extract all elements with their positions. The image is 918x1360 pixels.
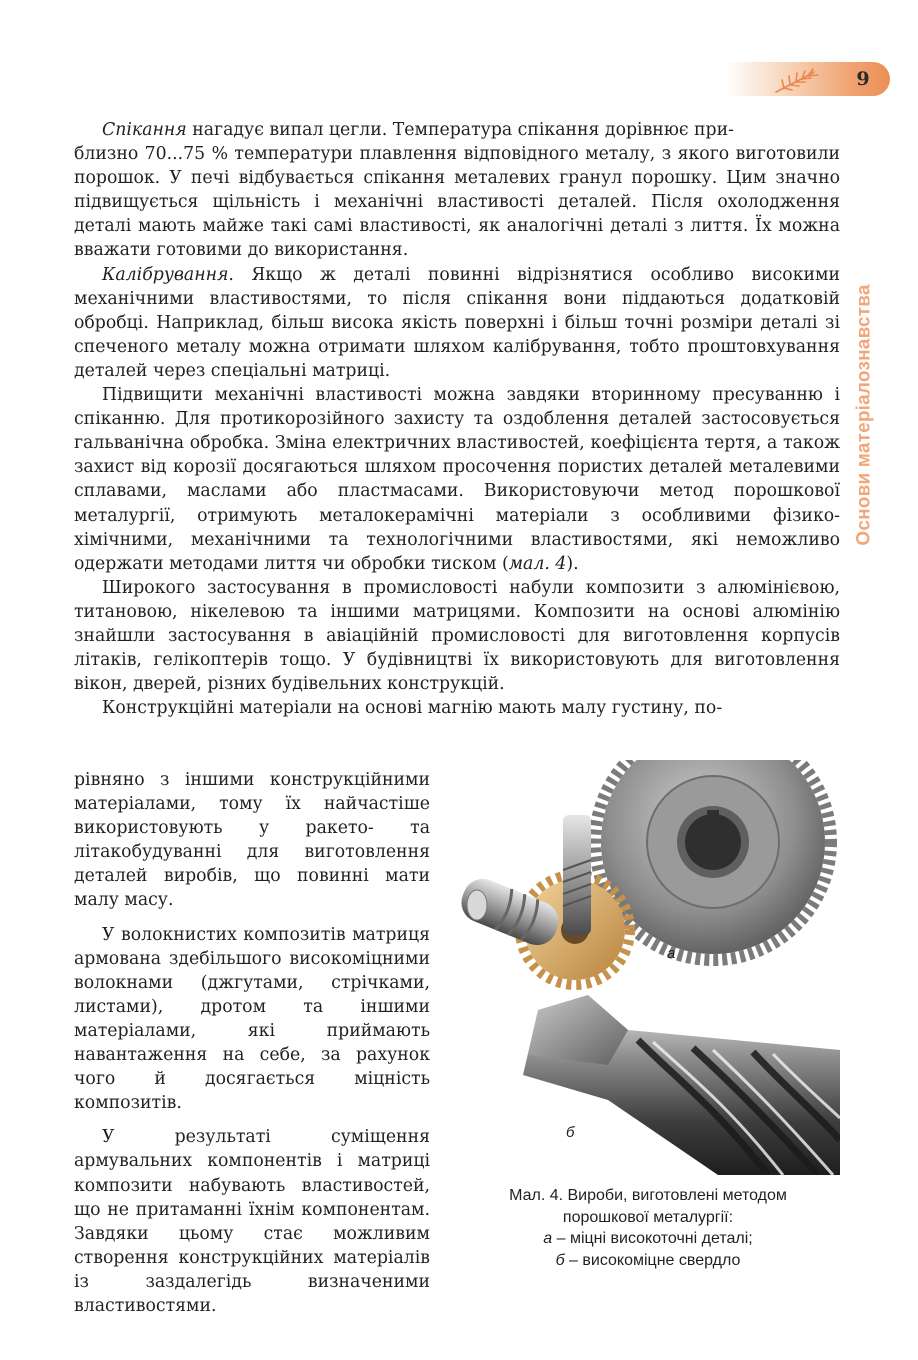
drill-bit-icon (518, 990, 840, 1175)
figure-label-b: б (566, 1124, 575, 1141)
caption-text-b: – високоміцне свердло (564, 1251, 741, 1269)
caption-letter-b: б (555, 1251, 565, 1269)
caption-line-1: Мал. 4. Вироби, виготовлені методом (509, 1187, 787, 1204)
paragraph-properties (74, 383, 840, 576)
term-sintering: Спікання (102, 120, 187, 140)
figure-caption (462, 1185, 834, 1271)
caption-letter-a: а (543, 1230, 553, 1247)
paragraph-magnesium-cont: рівняно з іншими конструкційними матеріалами, тому їх найчастіше використовують у ракето- та літакобудуванні для виготовлення деталей виробів, що повинні мати малу масу. (74, 770, 430, 911)
paragraph-result: У результаті суміщення армувальних компонентів і матриці композити набувають властивостей, що не притаманні їхнім компонентам. Завдяки цьому стає можливим створення конструкційних матеріалів із заздалегідь визначеними властивостями. (74, 1127, 430, 1316)
caption-text-a: – міцні високоточні деталі; (552, 1230, 753, 1247)
side-title-text: Основи матеріалознавства (854, 284, 875, 546)
paragraph-text: Підвищити механічні властивості можна завдяки вторинному пресуванню і спіканню. Для протикорозійного захисту та оздоблення деталей застосовується гальванічна обробка. Зміна електричних властивостей, коефіцієнта тертя, а також захист від корозії досягаються шляхом просочення пористих деталей металевими сплавами, маслами або пластмасами. Використовуючи метод порошкової металургії, отримують металокерамічні матеріали з особливими фізико-хімічними, механічними та технологічними властивостями, які неможливо одержати методами лиття чи обробки тиском ( (74, 385, 840, 574)
caption-line-b (462, 1250, 834, 1272)
left-column-text (74, 768, 430, 1318)
side-title (850, 284, 880, 546)
paragraph-calibration (74, 263, 840, 383)
gear-set-icon (455, 760, 840, 995)
figure-label-a: а (667, 945, 676, 962)
paragraph-magnesium: Конструкційні матеріали на основі магнію мають малу густину, по- (102, 698, 723, 719)
paragraph-sintering (74, 118, 840, 142)
paragraph-sintering-cont: близно 70...75 % температури плавлення відповідного металу, з якого виготовили порошок. У печі відбувається спікання металевих гранул порошку. Цим значно підвищується щільність і механічні властивості деталей. Після охолодження деталі мають майже такі самі властивості, як аналогічні деталі з лиття. Їх можна вважати готовими до використання. (74, 144, 840, 261)
main-text (74, 118, 840, 720)
figure-reference: мал. 4 (508, 553, 567, 574)
paragraph-text: . Якщо ж деталі повинні відрізнятися особливо високими механічними властивостями, то після спікання вони піддаються додатковій обробці. Наприклад, більш висока якість поверхні і більш точні розміри деталі зі спеченого металу можна отримати шляхом калібрування, тобто проштовхування деталей через спеціальні матриці. (74, 264, 840, 381)
paragraph-text: ). (566, 553, 579, 574)
caption-line-2: порошкової металургії: (562, 1208, 734, 1226)
caption-line-a (462, 1228, 834, 1250)
paragraph-composites: Широкого застосування в промисловості набули композити з алюмінієвою, титановою, нікелевою та іншими матрицями. Композити на основі алюмінію знайшли застосування в авіаційній промисловості для виготовлення корпусів літаків, гелікоптерів тощо. У будівництві їх використовують для виготовлення вікон, дверей, різних будівельних конструкцій. (74, 577, 840, 695)
paragraph-text: нагадує випал цегли. Температура спікання дорівнює при- (186, 120, 734, 140)
paragraph-fibrous: У волокнистих композитів матриця армована здебільшого високоміцними волокнами (джгутами, стрічками, листами), дротом та іншими матеріалами, які приймають навантаження на себе, за рахунок чого й досягається міцність композитів. (74, 924, 430, 1114)
leaf-ornament-icon (770, 66, 830, 96)
term-calibration: Калібрування (102, 264, 229, 285)
page-number: 9 (856, 68, 870, 90)
